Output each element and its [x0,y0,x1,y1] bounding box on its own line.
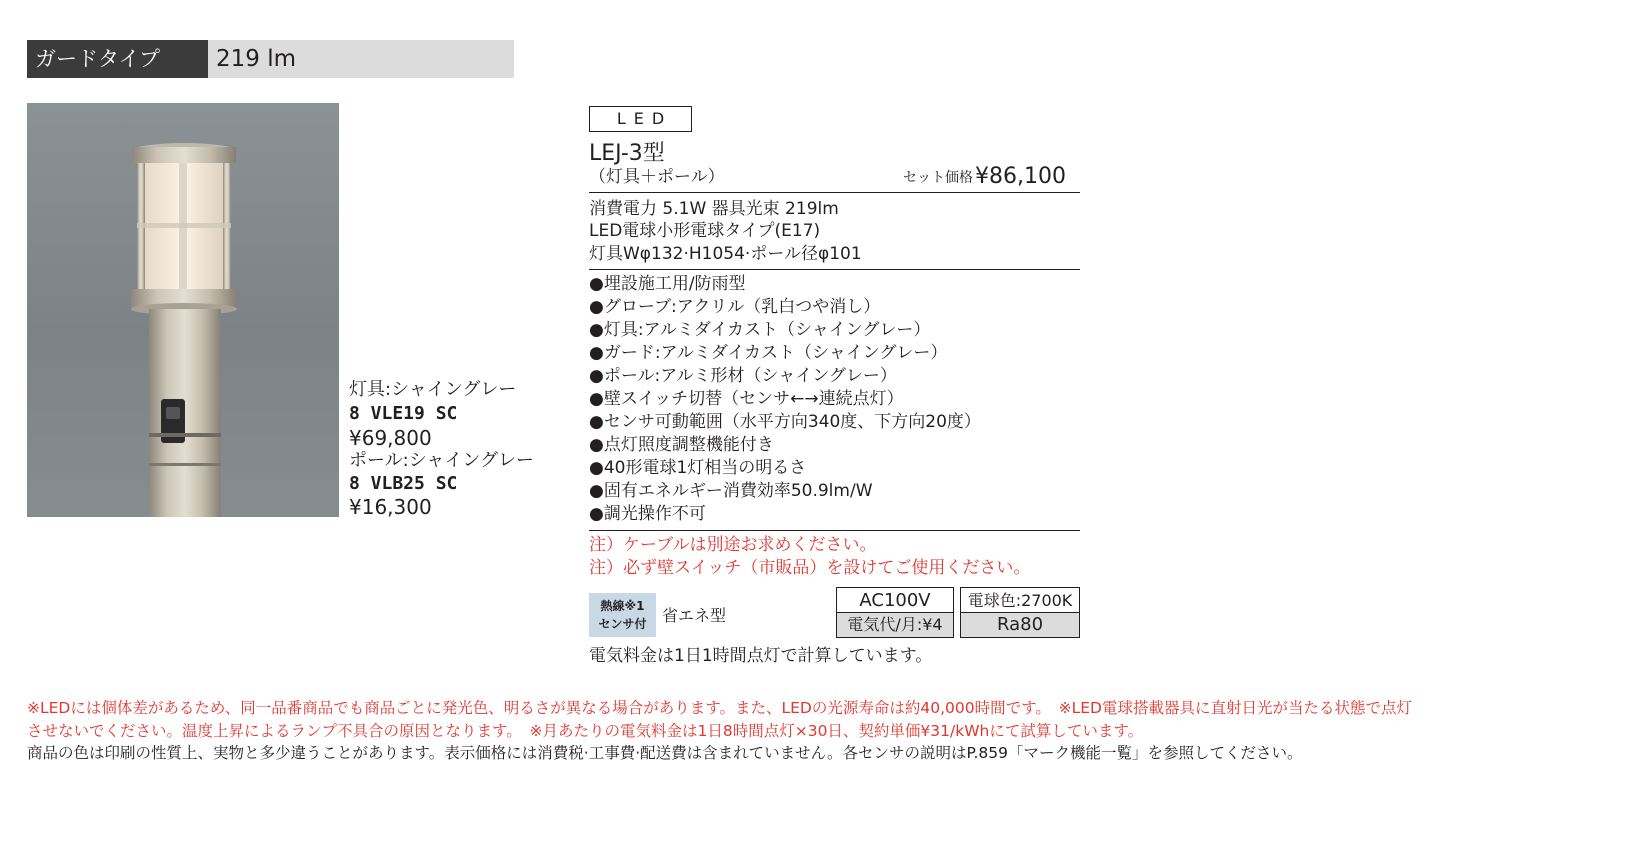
bulb-color-cell: 電球色:2700K [960,587,1080,614]
fixture-color-label: 灯具:シャイングレー [349,379,517,400]
divider [589,269,1080,270]
spec-line: 灯具Wφ132·H1054·ポール径φ101 [589,244,862,264]
divider [589,192,1080,193]
sensor-badge-line2: センサ付 [598,617,647,631]
general-disclaimer: 商品の色は印刷の性質上、実物と多少違うことがあります。表示価格には消費税·工事費·配送費は含まれていません。各センサの説明はP.859「マーク機能一覧」を参照してください。 [27,744,1303,762]
feature-item: ●ポール:アルミ形材（シャイングレー） [589,366,897,386]
fixture-code: 8 VLE19 SC [349,403,458,424]
pole-price: ¥16,300 [349,495,432,519]
sensor-badge-line1: 熱線※1 [600,599,645,613]
voltage-cell: AC100V [836,587,954,614]
feature-item: ●固有エネルギー消費効率50.9lm/W [589,481,873,501]
divider [589,530,1080,531]
calculation-note: 電気料金は1日1時間点灯で計算しています。 [589,646,933,666]
model-name: LEJ-3型 [589,141,665,166]
switch-note: 注）必ず壁スイッチ（市販品）を設けてご使用ください。 [589,558,1031,578]
energy-saving-label: 省エネ型 [662,606,727,625]
model-subtitle: （灯具＋ポール） [589,167,725,187]
lumen-label: 219 lm [208,40,514,78]
cable-note: 注）ケーブルは別途お求めください。 [589,535,877,555]
feature-item: ●センサ可動範囲（水平方向340度、下方向20度） [589,412,981,432]
color-rendering-cell: Ra80 [960,612,1080,638]
feature-item: ●ガード:アルミダイカスト（シャイングレー） [589,343,948,363]
led-disclaimer-line2: させないでください。温度上昇によるランプ不具合の原因となります。 ※月あたりの電気料金は1日8時間点灯×30日、契約単価¥31/kWhにて試算しています。 [27,722,1144,740]
led-badge: LED [589,106,692,132]
sensor-badge [589,593,656,637]
fixture-price: ¥69,800 [349,426,432,450]
product-photo [27,103,339,517]
spec-line: 消費電力 5.1W 器具光束 219lm [589,199,839,219]
electricity-cost-cell: 電気代/月:¥4 [836,612,954,638]
feature-item: ●調光操作不可 [589,504,706,524]
led-disclaimer-line1: ※LEDには個体差があるため、同一品番商品でも商品ごとに発光色、明るさが異なる場合があります。また、LEDの光源寿命は約40,000時間です。 ※LED電球搭載器具に直射日光が当たる状態で点灯 [27,699,1412,717]
feature-item: ●グローブ:アクリル（乳白つや消し） [589,297,881,317]
feature-item: ●灯具:アルミダイカスト（シャイングレー） [589,320,931,340]
pole-code: 8 VLB25 SC [349,473,458,494]
feature-item: ●壁スイッチ切替（センサ←→連続点灯） [589,389,904,409]
set-price-label: セット価格 [903,170,973,186]
garden-bollard-light-icon [27,103,339,517]
set-price: ¥86,100 [975,164,1066,189]
spec-line: LED電球小形電球タイプ(E17) [589,221,821,241]
pole-color-label: ポール:シャイングレー [349,450,534,471]
feature-item: ●埋設施工用/防雨型 [589,274,746,294]
category-label: ガードタイプ [27,40,208,78]
feature-item: ●点灯照度調整機能付き [589,435,774,455]
feature-item: ●40形電球1灯相当の明るさ [589,458,807,478]
